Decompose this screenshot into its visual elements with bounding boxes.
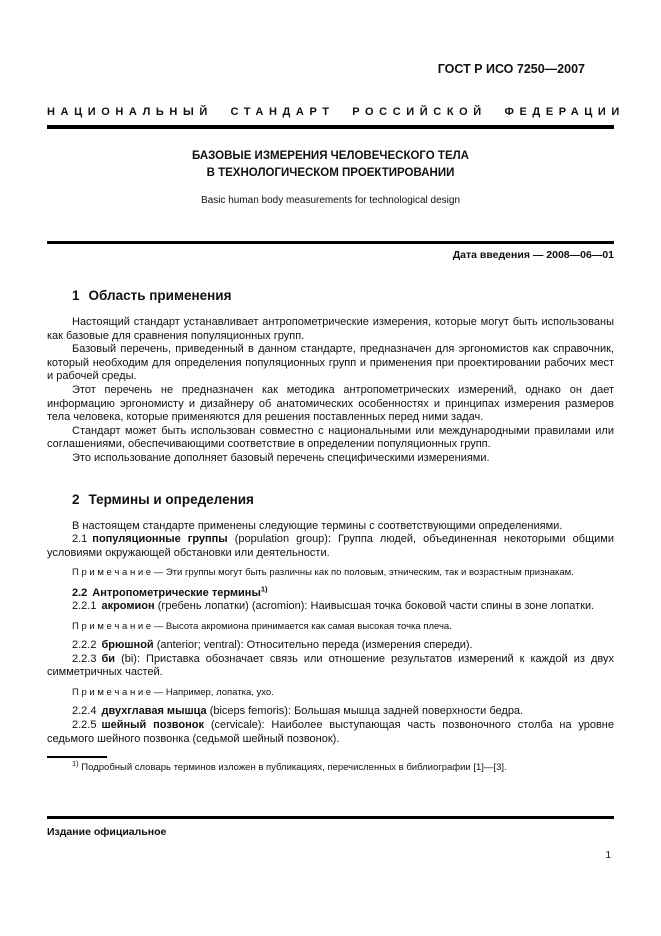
term-text: (biceps femoris): Большая мышца задней поверхности бедра. — [206, 705, 524, 718]
document-title-english: Basic human body measurements for technological design — [200, 195, 461, 206]
national-standard-banner: НАЦИОНАЛЬНЫЙ СТАНДАРТ РОССИЙСКОЙ ФЕДЕРАЦИИ — [47, 106, 625, 118]
term-name: брюшной — [101, 639, 154, 652]
document-title-line1: БАЗОВЫЕ ИЗМЕРЕНИЯ ЧЕЛОВЕЧЕСКОГО ТЕЛА — [192, 150, 469, 162]
term-text: (bi): Приставка обозначает связь или отношение результатов измерений к каждой из двух симметричных частей. — [47, 652, 614, 679]
term-definition-2-2-5 — [47, 719, 614, 746]
section-1-paragraph: Базовый перечень, приведенный в данном стандарте, предназначен для эргономистов как справочник, который необходим для определения популяционных групп и применения при проектировании рабочих мест и рабочей среды. — [47, 343, 614, 383]
footer-rule — [47, 816, 614, 819]
term-definition-2-2-3 — [47, 653, 614, 680]
section-1-paragraph: Настоящий стандарт устанавливает антропометрические измерения, которые могут быть использованы как базовые для сравнения популяционных групп. — [47, 316, 614, 342]
document-title-line2: В ТЕХНОЛОГИЧЕСКОМ ПРОЕКТИРОВАНИИ — [206, 167, 455, 179]
term-text: (anterior; ventral): Относительно переда (измерения спереди). — [153, 639, 473, 652]
footnote-text — [47, 758, 614, 774]
note: П р и м е ч а н и е — Эти группы могут быть различны как по половым, этническим, так и возрастным признакам. — [72, 567, 574, 579]
section-2-heading — [72, 492, 614, 508]
footnote-block — [47, 756, 614, 773]
section-2-title: Термины и определения — [88, 491, 254, 507]
subsection-title: Антропометрические термины — [92, 586, 261, 599]
term-definition-2-2-1 — [47, 600, 614, 614]
term-name: популяционные группы — [92, 533, 228, 546]
term-number: 2.2.4 — [72, 705, 97, 718]
section-2-number: 2 — [72, 491, 80, 507]
document-title — [47, 148, 614, 182]
term-text: (population group): Группа людей, объединенная некоторыми общими условиями окружающей обстановки или деятельности. — [47, 533, 614, 559]
section-1-paragraph: Стандарт может быть использован совместно с национальными или международными правилами или соглашениями, обеспечивающими соответствие в определении популяционных групп. — [47, 424, 614, 451]
term-definition-2-1 — [47, 533, 614, 560]
section-1-paragraph: Этот перечень не предназначен как методика антропометрических измерений, однако он дает информацию эргономисту и дизайнеру об анатомических особенностях и принципах измерения размеров тела человека, которые применяются для решения поставленных перед ними задач. — [47, 383, 614, 424]
footnote-rule — [47, 756, 107, 758]
term-name: двухглавая мышца — [101, 705, 207, 718]
page-number: 1 — [605, 850, 611, 861]
term-name: шейный позвонок — [101, 719, 205, 732]
effective-date: Дата введения — 2008—06—01 — [452, 249, 614, 261]
section-1-heading — [72, 288, 614, 304]
term-number: 2.2.3 — [72, 652, 97, 665]
subsection-2-2-heading — [47, 586, 614, 600]
section-1-title: Область применения — [88, 288, 232, 303]
section-1-number: 1 — [72, 288, 80, 303]
header-rule — [47, 125, 614, 129]
official-edition-label: Издание официальное — [47, 826, 167, 838]
date-rule — [47, 241, 614, 244]
subsection-number: 2.2 — [72, 586, 88, 599]
term-definition-2-2-2 — [47, 639, 614, 653]
term-number: 2.1 — [72, 533, 88, 546]
term-definition-2-2-4 — [47, 705, 614, 719]
term-text: (гребень лопатки) (acromion): Наивысшая точка боковой части спины в зоне лопатки. — [154, 599, 595, 612]
footnote-reference: 1) — [260, 584, 268, 594]
term-number: 2.2.1 — [72, 599, 97, 612]
section-1-paragraph: Это использование дополняет базовый перечень специфическими измерениями. — [72, 451, 490, 464]
term-name: акромион — [101, 599, 155, 612]
term-number: 2.2.5 — [72, 719, 97, 732]
note: П р и м е ч а н и е — Например, лопатка, ухо. — [72, 686, 274, 698]
term-number: 2.2.2 — [72, 639, 97, 652]
term-text: (cervicale): Наиболее выступающая часть позвоночного столба на уровне седьмого шейного позвонка (седьмой шейный позвонок). — [47, 719, 615, 745]
note: П р и м е ч а н и е — Высота акромиона принимается как самая высокая точка плеча. — [72, 620, 452, 632]
term-name: би — [101, 652, 116, 665]
footnote-body: Подробный словарь терминов изложен в публикациях, перечисленных в библиографии [1]—[3]. — [78, 761, 507, 773]
section-2-intro: В настоящем стандарте применены следующие термины с соответствующими определениями. — [72, 519, 563, 532]
footnote-marker: 1) — [72, 758, 79, 768]
doc-code: ГОСТ Р ИСО 7250—2007 — [437, 62, 585, 76]
